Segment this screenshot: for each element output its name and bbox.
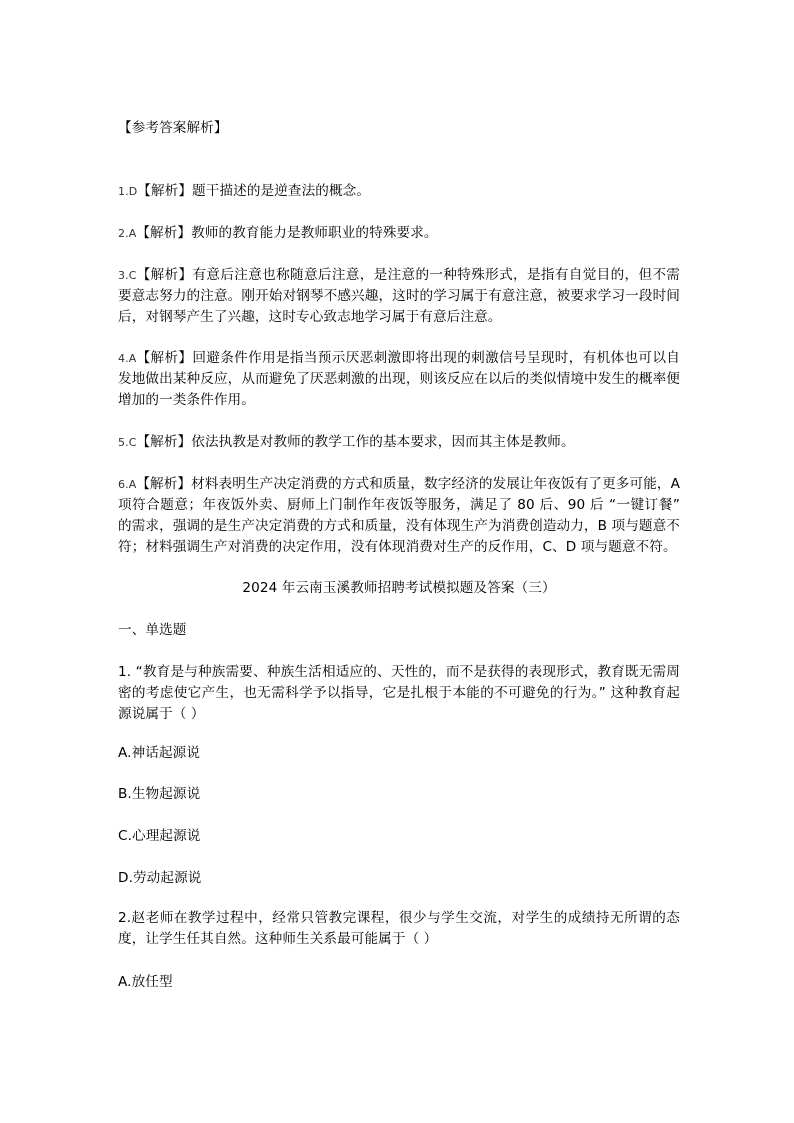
answers-heading: 【参考答案解析】 xyxy=(118,120,228,136)
answer-label: 6.A xyxy=(118,478,137,491)
answer-label: 1.D xyxy=(118,185,138,198)
answer-tag: 【解析】 xyxy=(136,434,192,450)
question-1-option-b: B.生物起源说 xyxy=(118,786,201,802)
answer-item-3 xyxy=(118,265,680,328)
answer-text: 题干描述的是逆查法的概念。 xyxy=(192,183,371,199)
answer-tag: 【解析】 xyxy=(136,476,192,492)
answer-item-5 xyxy=(118,432,680,453)
answer-label: 2.A xyxy=(118,227,137,240)
question-1-stem: 1. “教育是与种族需要、种族生活相适应的、天性的，而不是获得的表现形式，教育既无需周密的考虑使它产生，也无需科学予以指导，它是扎根于本能的不可避免的行为。” 这种教育起源说属于（ ） xyxy=(118,664,680,722)
answer-text: 有意后注意也称随意后注意，是注意的一种特殊形式，是指有自觉目的，但不需要意志努力的注意。刚开始对钢琴不感兴趣，这时的学习属于有意注意，被要求学习一段时间后，对钢琴产生了兴趣，这时专心致志地学习属于有意后注意。 xyxy=(118,267,681,325)
question-1-option-d: D.劳动起源说 xyxy=(118,870,202,886)
answer-tag: 【解析】 xyxy=(136,350,193,366)
answer-label: 4.A xyxy=(118,352,137,365)
answer-tag: 【解析】 xyxy=(136,267,193,283)
answer-text: 回避条件作用是指当预示厌恶刺激即将出现的刺激信号呈现时，有机体也可以自发地做出某种反应，从而避免了厌恶刺激的出现，则该反应在以后的类似情境中发生的概率便增加的一类条件作用。 xyxy=(118,350,680,408)
question-2-stem: 2.赵老师在教学过程中，经常只管教完课程，很少与学生交流，对学生的成绩持无所谓的态度，让学生任其自然。这种师生关系最可能属于（ ） xyxy=(118,910,680,947)
question-1-option-a: A.神话起源说 xyxy=(118,745,201,761)
answer-tag: 【解析】 xyxy=(137,183,193,199)
answer-item-6 xyxy=(118,474,680,558)
question-1-option-c: C.心理起源说 xyxy=(118,828,201,844)
exam-title: 2024 年云南玉溪教师招聘考试模拟题及答案（三） xyxy=(242,580,556,596)
answer-text: 依法执教是对教师的教学工作的基本要求，因而其主体是教师。 xyxy=(191,434,575,450)
answer-item-1 xyxy=(118,181,680,202)
answer-tag: 【解析】 xyxy=(136,225,192,241)
answer-text: 教师的教育能力是教师职业的特殊要求。 xyxy=(191,225,438,241)
question-2-option-a: A.放任型 xyxy=(118,974,173,990)
answer-item-2 xyxy=(118,223,680,244)
answer-label: 3.C xyxy=(118,269,137,282)
answer-text: 材料表明生产决定消费的方式和质量，数字经济的发展让年夜饭有了更多可能，A 项符合题意；年夜饭外卖、厨师上门制作年夜饭等服务，满足了 80 后、90 后 “一键订餐” 的需求，强调的是生产决定消费的方式和质量，没有体现生产为消费创造动力，B 项与题意不符；材料强调生产对消费的决定作用，没有体现消费对生产的反作用，C、D 项与题意不符。 xyxy=(118,476,680,555)
section-heading: 一、单选题 xyxy=(118,622,187,638)
answer-item-4 xyxy=(118,348,680,411)
answer-label: 5.C xyxy=(118,436,137,449)
